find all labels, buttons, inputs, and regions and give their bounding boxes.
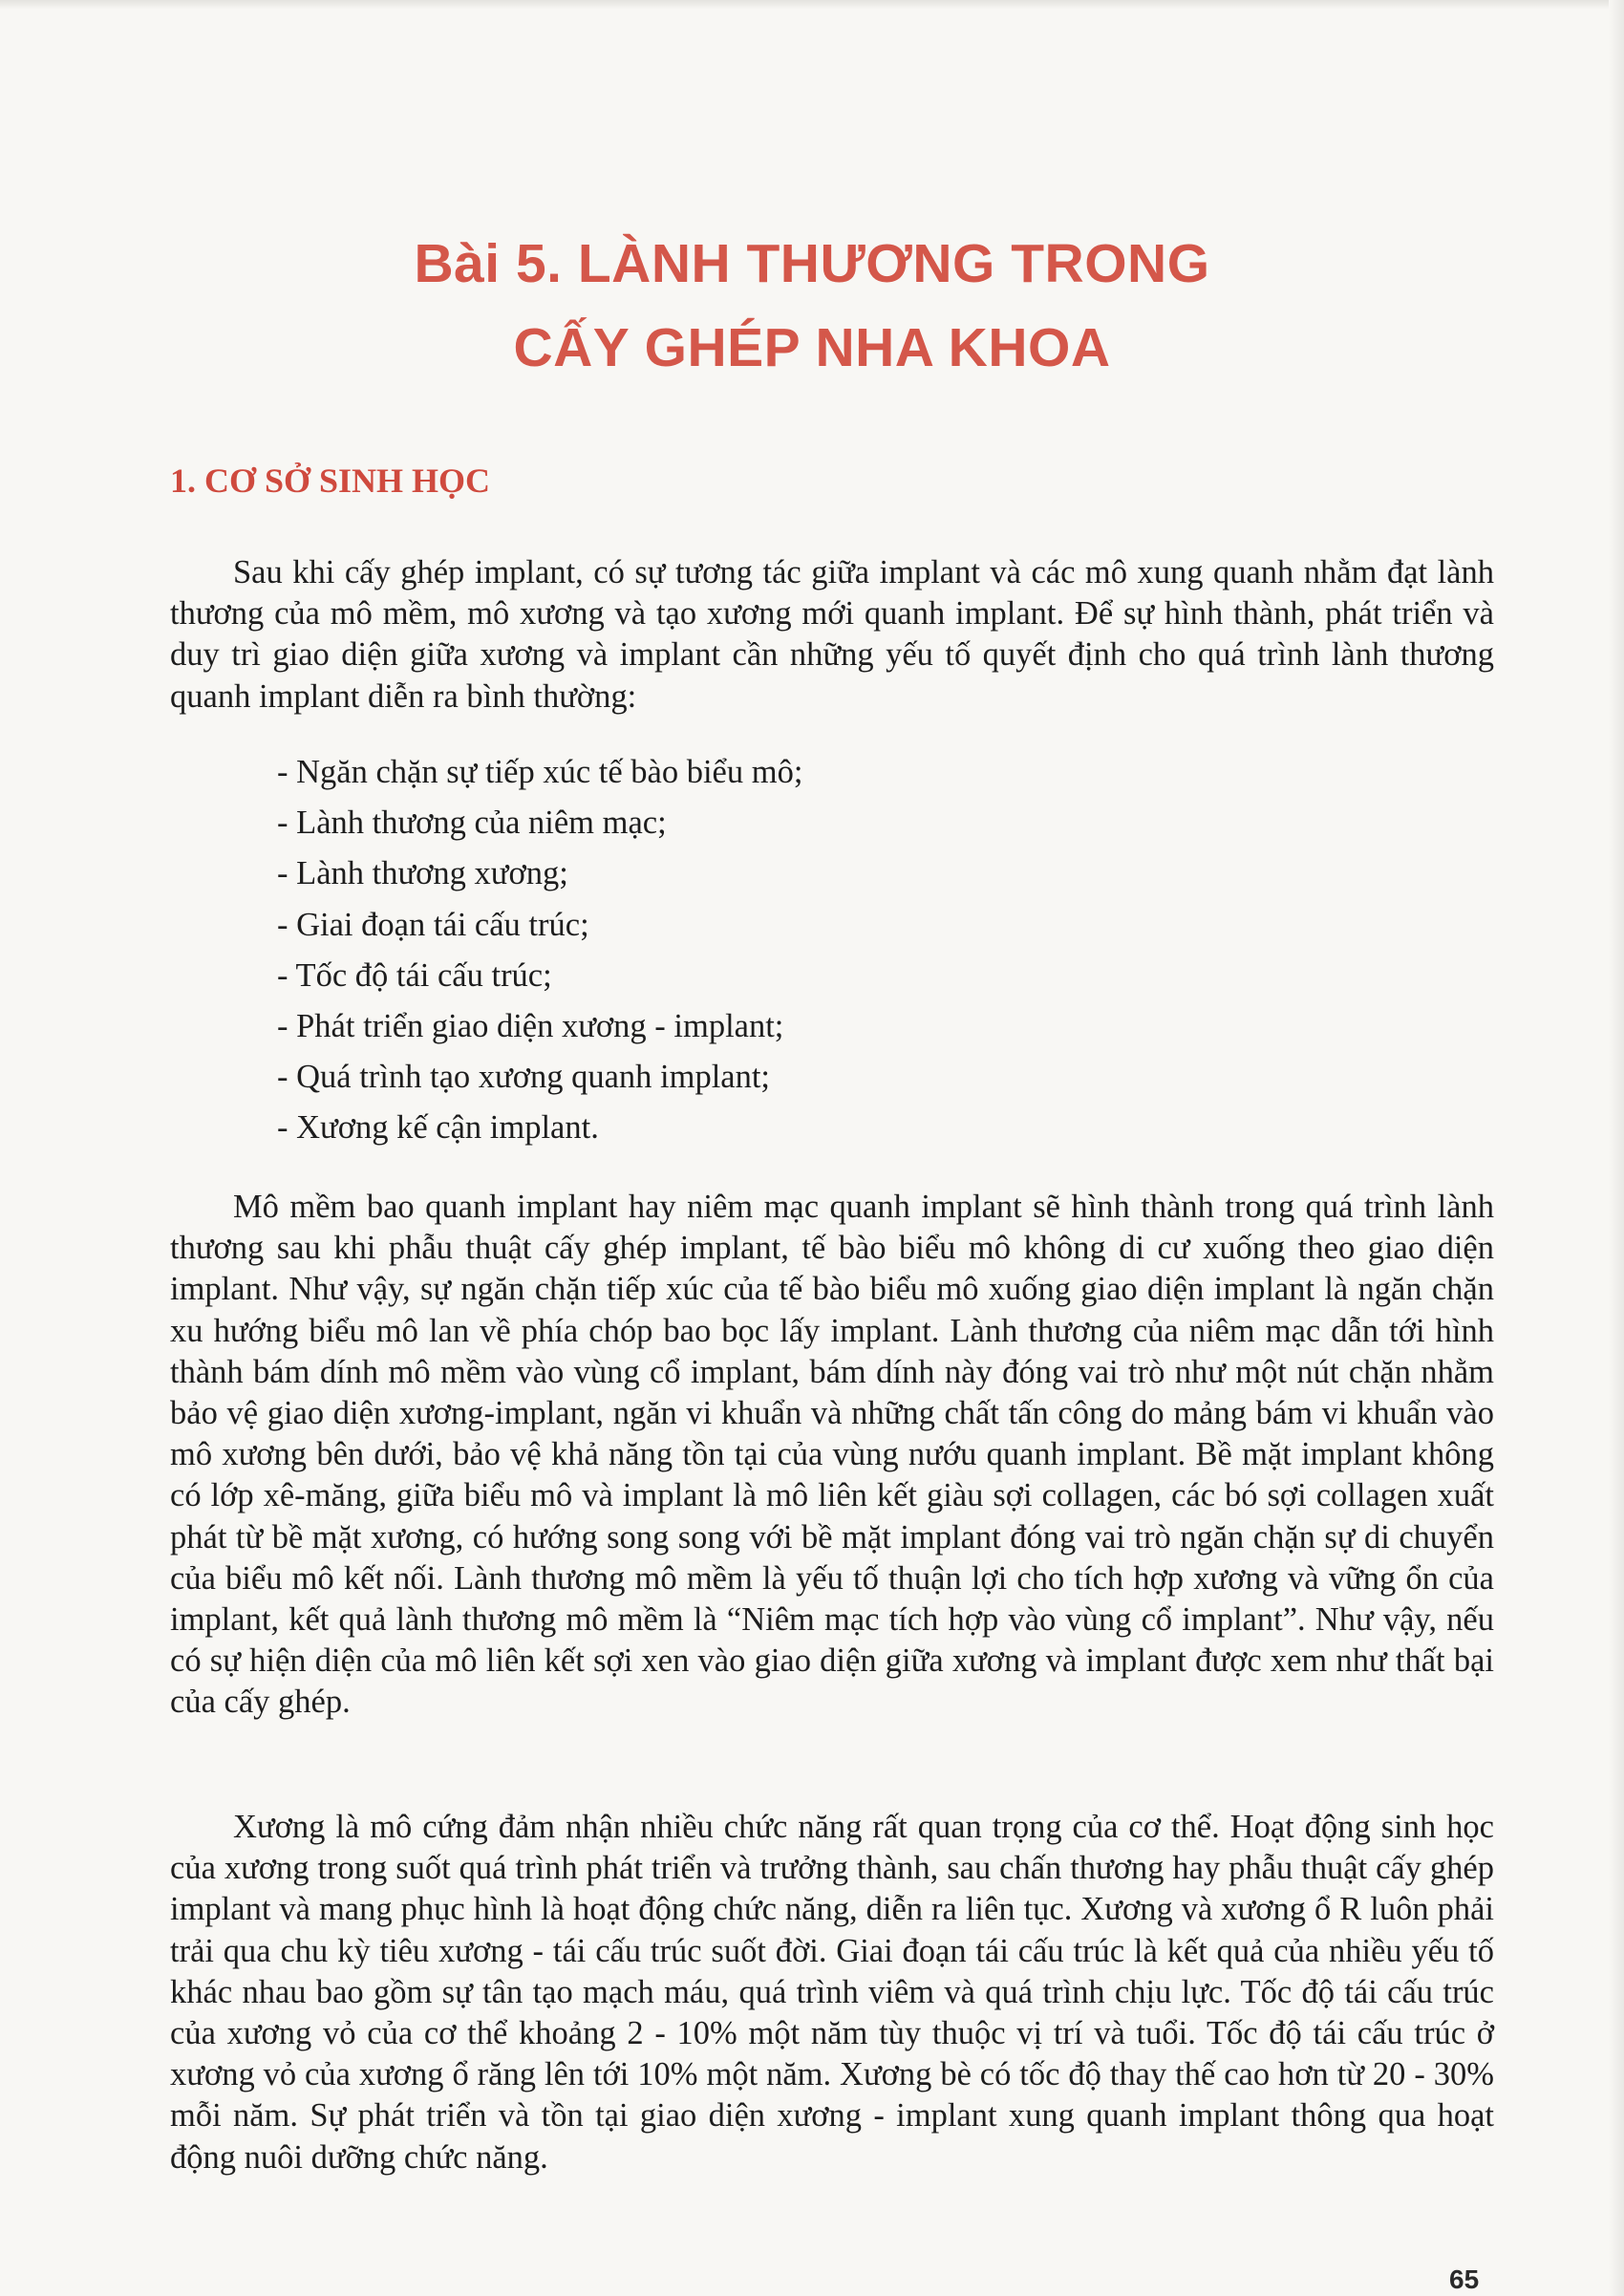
section-heading: 1. CƠ SỞ SINH HỌC [170, 461, 491, 500]
chapter-title-line-2: CẤY GHÉP NHA KHOA [513, 317, 1111, 378]
list-item: - Xương kế cận implant. [277, 1109, 599, 1147]
paragraph-intro: Sau khi cấy ghép implant, có sự tương tác giữa implant và các mô xung quanh nhằm đạt lành thương của mô mềm, mô xương và tạo xương mới quanh implant. Để sự hình thành, phát triển và duy trì giao diện giữa xương và implant cần những yếu tố quyết định cho quá trình lành thương quanh implant diễn ra bình thường: [170, 554, 1494, 715]
page-number: 65 [1449, 2264, 1480, 2294]
chapter-title-line-1: Bài 5. LÀNH THƯƠNG TRONG [414, 233, 1210, 294]
list-item: - Phát triển giao diện xương - implant; [277, 1008, 784, 1045]
list-item: - Tốc độ tái cấu trúc; [277, 956, 552, 994]
scan-edge-top [0, 0, 1624, 10]
paragraph-soft-tissue: Mô mềm bao quanh implant hay niêm mạc quanh implant sẽ hình thành trong quá trình lành thương sau khi phẫu thuật cấy ghép implant, tế bào biểu mô không di cư xuống theo giao diện implant. Như vậy, sự ngăn chặn tiếp xúc của tế bào biểu mô xuống giao diện implant là ngăn chặn xu hướng biểu mô lan về phía chóp bao bọc lấy implant. Lành thương của niêm mạc dẫn tới hình thành bám dính mô mềm vào vùng cổ implant, bám dính này đóng vai trò như một nút chặn nhằm bảo vệ giao diện xương-implant, ngăn vi khuẩn và những chất tấn công do mảng bám vi khuẩn vào mô xương bên dưới, bảo vệ khả năng tồn tại của vùng nướu quanh implant. Bề mặt implant không có lớp xê-măng, giữa biểu mô và implant là mô liên kết giàu sợi collagen, các bó sợi collagen xuất phát từ bề mặt xương, có hướng song song với bề mặt implant đóng vai trò ngăn chặn sự di chuyển của biểu mô kết nối. Lành thương mô mềm là yếu tố thuận lợi cho tích hợp xương và vững ổn của implant, kết quả lành thương mô mềm là “Niêm mạc tích hợp vào vùng cổ implant”. Như vậy, nếu có sự hiện diện của mô liên kết sợi xen vào giao diện giữa xương và implant được xem như thất bại của cấy ghép. [170, 1189, 1494, 1721]
chapter-title [0, 222, 1624, 390]
list-item: - Lành thương xương; [277, 855, 568, 892]
factor-list [277, 747, 802, 1154]
list-item: - Lành thương của niêm mạc; [277, 805, 667, 842]
list-item: - Giai đoạn tái cấu trúc; [277, 906, 589, 943]
list-item: - Quá trình tạo xương quanh implant; [277, 1059, 771, 1096]
paragraph-bone: Xương là mô cứng đảm nhận nhiều chức năng rất quan trọng của cơ thể. Hoạt động sinh học của xương trong suốt quá trình phát triển và trưởng thành, sau chấn thương hay phẫu thuật cấy ghép implant và mang phục hình là hoạt động chức năng, diễn ra liên tục. Xương và xương ổ R luôn phải trải qua chu kỳ tiêu xương - tái cấu trúc suốt đời. Giai đoạn tái cấu trúc là kết quả của nhiều yếu tố khác nhau bao gồm sự tân tạo mạch máu, quá trình viêm và quá trình chịu lực. Tốc độ tái cấu trúc của xương vỏ của cơ thể khoảng 2 - 10% một năm tùy thuộc vị trí và tuổi. Tốc độ tái cấu trúc ở xương vỏ của xương ổ răng lên tới 10% một năm. Xương bè có tốc độ thay thế cao hơn từ 20 - 30% mỗi năm. Sự phát triển và tồn tại giao diện xương - implant xung quanh implant thông qua hoạt động nuôi dưỡng chức năng. [170, 1809, 1494, 2176]
list-item: - Ngăn chặn sự tiếp xúc tế bào biểu mô; [277, 754, 803, 790]
